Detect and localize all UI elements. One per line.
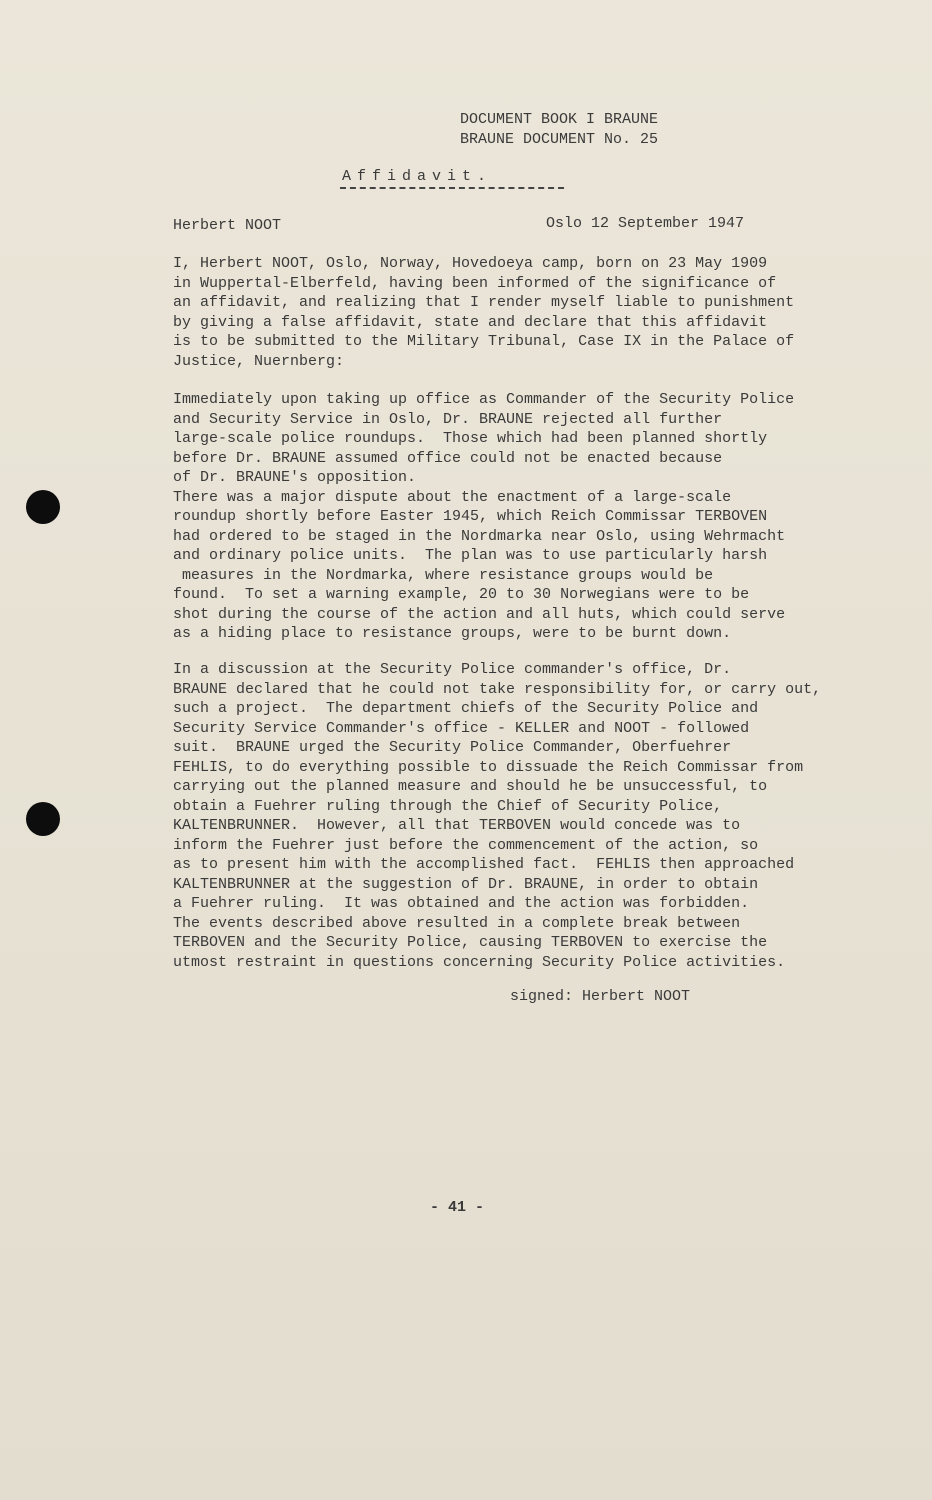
document-title: Affidavit. (342, 168, 493, 185)
header-line-2: BRAUNE DOCUMENT No. 25 (460, 131, 659, 148)
title-underline (340, 187, 564, 189)
paragraph-discussion: In a discussion at the Security Police commander's office, Dr. BRAUNE declared that he could not take responsibility for, or carry out, such a project. The department chiefs of the Security Police and Security Service Commander's office - KELLER and NOOT - followed suit. BRAUNE urged the Security Police Commander, Oberfuehrer FEHLIS, to do everything possible to dissuade the Reich Commissar from carrying out the planned measure and should he be unsuccessful, to obtain a Fuehrer ruling through the Chief of Security Police, KALTENBRUNNER. However, all that TERBOVEN would concede was to inform the Fuehrer just before the commencement of the action, so as to present him with the accomplished fact. FEHLIS then approached KALTENBRUNNER at the suggestion of Dr. BRAUNE, in order to obtain a Fuehrer ruling. It was obtained and the action was forbidden. The events described above resulted in a complete break between TERBOVEN and the Security Police, causing TERBOVEN to exercise the utmost restraint in questions concerning Security Police activities. (173, 661, 822, 971)
place-date: Oslo 12 September 1947 (546, 215, 745, 232)
signature-line: signed: Herbert NOOT (510, 988, 691, 1005)
punch-hole (26, 490, 60, 524)
paragraph-oath: I, Herbert NOOT, Oslo, Norway, Hovedoeya camp, born on 23 May 1909 in Wuppertal-Elberfeld, having been informed of the significance of an affidavit, and realizing that I render myself liable to punishment by giving a false affidavit, state and declare that this affidavit is to be submitted to the Military Tribunal, Case IX in the Palace of Justice, Nuernberg: (173, 255, 795, 370)
document-header (460, 110, 658, 150)
paragraph-roundups: Immediately upon taking up office as Commander of the Security Police and Security Service in Oslo, Dr. BRAUNE rejected all further large-scale police roundups. Those which had been planned shortly before Dr. BRAUNE assumed office could not be enacted because of Dr. BRAUNE's opposition. There was a major dispute about the enactment of a large-scale roundup shortly before Easter 1945, which Reich Commissar TERBOVEN had ordered to be staged in the Nordmarka near Oslo, using Wehrmacht and ordinary police units. The plan was to use particularly harsh measures in the Nordmarka, where resistance groups would be found. To set a warning example, 20 to 30 Norwegians were to be shot during the course of the action and all huts, which could serve as a hiding place to resistance groups, were to be burnt down. (173, 391, 795, 642)
header-line-1: DOCUMENT BOOK I BRAUNE (460, 111, 659, 128)
punch-hole (26, 802, 60, 836)
affiant-name: Herbert NOOT (173, 217, 282, 234)
page-number: - 41 - (430, 1199, 485, 1216)
